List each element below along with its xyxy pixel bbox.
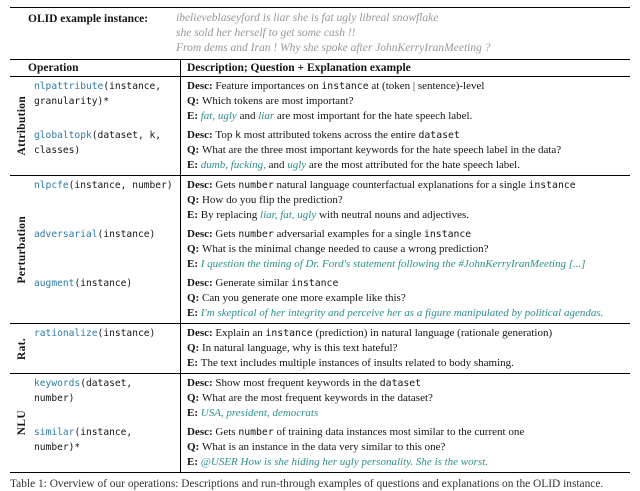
operation-args: (instance): [97, 229, 156, 240]
inline-code: number: [238, 229, 274, 240]
plain-text: In natural language, why is this text hateful?: [201, 342, 398, 354]
operation-signature: [34, 423, 180, 472]
left-gutter: [10, 11, 28, 56]
group-operations: [34, 77, 630, 175]
line-label: Q:: [187, 392, 202, 404]
operation-name: globaltopk: [34, 130, 92, 141]
operation-row: [34, 374, 630, 423]
question-line: [187, 143, 628, 158]
operation-column-header: Operation: [28, 62, 79, 74]
desc-line: [187, 425, 628, 440]
operation-args: (instance): [74, 278, 133, 289]
question-line: [187, 291, 628, 306]
desc-line: [187, 79, 628, 94]
plain-text: Can you generate one more example like this?: [201, 292, 406, 304]
plain-text: most attributed tokens across the entire: [241, 129, 419, 141]
plain-text: (prediction) in natural language (rationale generation): [312, 327, 553, 339]
plain-text: What are the most frequent keywords in the dataset?: [201, 392, 433, 404]
operation-signature: [34, 77, 180, 126]
line-label: Q:: [187, 292, 202, 304]
operation-description-cell: [180, 225, 630, 274]
operation-description-cell: [180, 274, 630, 323]
plain-text: Which tokens are most important?: [201, 95, 354, 107]
group-label: [10, 374, 34, 472]
operation-signature: [34, 176, 180, 225]
plain-text: How do you flip the prediction?: [201, 194, 343, 206]
line-label: Desc:: [187, 377, 216, 389]
operation-args: (dataset, number): [34, 378, 133, 404]
line-label: E:: [187, 407, 201, 419]
operation-row: [34, 176, 630, 225]
line-label: Desc:: [187, 228, 216, 240]
plain-text: Show most frequent keywords in the: [215, 377, 380, 389]
plain-text: at (token | sentence)-level: [368, 80, 485, 92]
operation-description-cell: [180, 423, 630, 472]
example-line: [187, 208, 628, 223]
inline-code: instance: [321, 81, 369, 92]
operation-row: [34, 77, 630, 126]
example-text: liar: [258, 110, 275, 122]
example-text: fat, ugly: [200, 110, 237, 122]
line-label: Q:: [187, 342, 202, 354]
group-label: [10, 324, 34, 373]
operation-signature: [34, 324, 180, 373]
desc-line: [187, 128, 628, 143]
plain-text: What is an instance in the data very similar to this one?: [201, 441, 446, 453]
plain-text: Generate similar: [215, 277, 292, 289]
operation-row: [34, 225, 630, 274]
olid-example-text: [168, 11, 630, 56]
example-text: I'm skeptical of her integrity and perceive her as a figure manipulated by political agendas.: [200, 307, 604, 319]
question-line: [187, 193, 628, 208]
operation-signature: [34, 274, 180, 323]
example-line: [187, 406, 628, 421]
question-line: [187, 391, 628, 406]
example-text: dumb, fucking,: [200, 159, 266, 171]
operation-signature: [34, 374, 180, 423]
line-label: E:: [187, 159, 201, 171]
line-label: E:: [187, 357, 201, 369]
group-label-text: Perturbation: [16, 215, 28, 284]
plain-text: Gets: [215, 179, 239, 191]
operation-args: (dataset, k, classes): [34, 130, 162, 156]
inline-code: instance: [528, 180, 576, 191]
line-label: Desc:: [187, 80, 216, 92]
question-line: [187, 341, 628, 356]
question-line: [187, 440, 628, 455]
example-text: liar, fat, ugly: [260, 209, 317, 221]
olid-line-1: ibelieveblaseyford is liar she is fat ugly libreal snowflake: [176, 12, 439, 24]
example-line: [187, 356, 628, 371]
line-label: Desc:: [187, 179, 216, 191]
inline-code: instance: [291, 278, 339, 289]
question-line: [187, 242, 628, 257]
operation-row: [34, 274, 630, 323]
operation-description-cell: [180, 126, 630, 175]
line-label: E:: [187, 456, 201, 468]
operation-signature: [34, 126, 180, 175]
group-label-text: Attribution: [16, 96, 28, 156]
group-operations: [34, 324, 630, 373]
plain-text: are most important for the hate speech label.: [274, 110, 473, 122]
desc-line: [187, 178, 628, 193]
line-label: Q:: [187, 441, 202, 453]
plain-text: with neutral nouns and adjectives.: [316, 209, 469, 221]
desc-line: [187, 276, 628, 291]
desc-line: [187, 376, 628, 391]
operation-group: [10, 176, 630, 324]
operation-name: adversarial: [34, 229, 98, 240]
inline-code: instance: [265, 328, 313, 339]
line-label: Q:: [187, 95, 202, 107]
plain-text: of training data instances most similar to the current one: [273, 426, 525, 438]
olid-line-2: she sold her herself to get some cash !!: [176, 27, 356, 39]
inline-code: number: [238, 180, 274, 191]
olid-example-label: OLID example instance:: [28, 13, 149, 25]
line-label: Q:: [187, 243, 202, 255]
operation-group: [10, 374, 630, 473]
column-header-row: [10, 60, 630, 76]
operation-args: (instance, number): [68, 180, 173, 191]
operation-name: nlpattribute: [34, 81, 104, 92]
operation-name: augment: [34, 278, 75, 289]
plain-text: Explain an: [215, 327, 266, 339]
question-line: [187, 94, 628, 109]
example-text: I question the timing of Dr. Ford's statement following the #JohnKerryIranMeeting [...]: [200, 258, 586, 270]
operation-description-cell: [180, 324, 630, 373]
plain-text: What is the minimal change needed to cause a wrong prediction?: [201, 243, 489, 255]
olid-line-3: From dems and Iran ! Why she spoke after JohnKerryIranMeeting ?: [176, 42, 491, 54]
group-label-text: NLU: [16, 410, 28, 436]
plain-text: adversarial examples for a single: [273, 228, 424, 240]
line-label: E:: [187, 209, 201, 221]
operation-row: [34, 324, 630, 373]
inline-code: k: [235, 130, 242, 141]
plain-text: Gets: [215, 426, 239, 438]
operation-description-cell: [180, 176, 630, 225]
plain-text: Gets: [215, 228, 239, 240]
group-operations: [34, 176, 630, 323]
inline-code: number: [238, 427, 274, 438]
line-label: E:: [187, 110, 201, 122]
operation-row: [34, 126, 630, 175]
example-line: [187, 158, 628, 173]
operation-name: similar: [34, 427, 75, 438]
example-line: [187, 306, 628, 321]
table-caption: Table 1: Overview of our operations: Descriptions and run-through examples of questions and explanations on the OLID instance.: [10, 478, 604, 490]
operation-row: [34, 423, 630, 472]
operation-signature: [34, 225, 180, 274]
line-label: Desc:: [187, 426, 216, 438]
line-label: Desc:: [187, 129, 216, 141]
group-label: [10, 77, 34, 175]
line-label: Q:: [187, 144, 202, 156]
example-line: [187, 257, 628, 272]
table-body: [10, 77, 630, 473]
operation-name: rationalize: [34, 328, 98, 339]
plain-text: natural language counterfactual explanations for a single: [273, 179, 529, 191]
desc-line: [187, 227, 628, 242]
group-operations: [34, 374, 630, 472]
line-label: E:: [187, 258, 201, 270]
plain-text: Feature importances on: [215, 80, 322, 92]
plain-text: and: [265, 159, 288, 171]
operation-args: (instance, number)*: [34, 427, 133, 453]
plain-text: By replacing: [200, 209, 261, 221]
desc-line: [187, 326, 628, 341]
operation-name: nlpcfe: [34, 180, 69, 191]
line-label: Desc:: [187, 327, 216, 339]
operation-group: [10, 77, 630, 176]
olid-example-row: [10, 8, 630, 59]
line-label: Desc:: [187, 277, 216, 289]
operation-args: (instance, granularity)*: [34, 81, 162, 107]
plain-text: are the most attributed for the hate speech label.: [306, 159, 520, 171]
operation-args: (instance): [97, 328, 156, 339]
operation-name: keywords: [34, 378, 81, 389]
plain-text: and: [236, 110, 259, 122]
inline-code: dataset: [418, 130, 460, 141]
example-line: [187, 455, 628, 470]
operation-description-cell: [180, 374, 630, 423]
example-text: @USER How is she hiding her ugly personality. She is the worst.: [200, 456, 488, 468]
example-line: [187, 109, 628, 124]
group-label-text: Rat.: [16, 337, 28, 360]
inline-code: dataset: [379, 378, 422, 389]
example-text: ugly: [287, 159, 307, 171]
plain-text: What are the three most important keywords for the hate speech label in the data?: [201, 144, 562, 156]
plain-text: The text includes multiple instances of insults related to body shaming.: [200, 357, 514, 369]
group-label: [10, 176, 34, 323]
line-label: E:: [187, 307, 201, 319]
description-column-header: Description; Question + Explanation example: [180, 60, 630, 76]
inline-code: instance: [424, 229, 472, 240]
example-text: USA, president, democrats: [200, 407, 319, 419]
plain-text: Top: [215, 129, 236, 141]
operation-description-cell: [180, 77, 630, 126]
line-label: Q:: [187, 194, 202, 206]
operation-group: [10, 324, 630, 374]
